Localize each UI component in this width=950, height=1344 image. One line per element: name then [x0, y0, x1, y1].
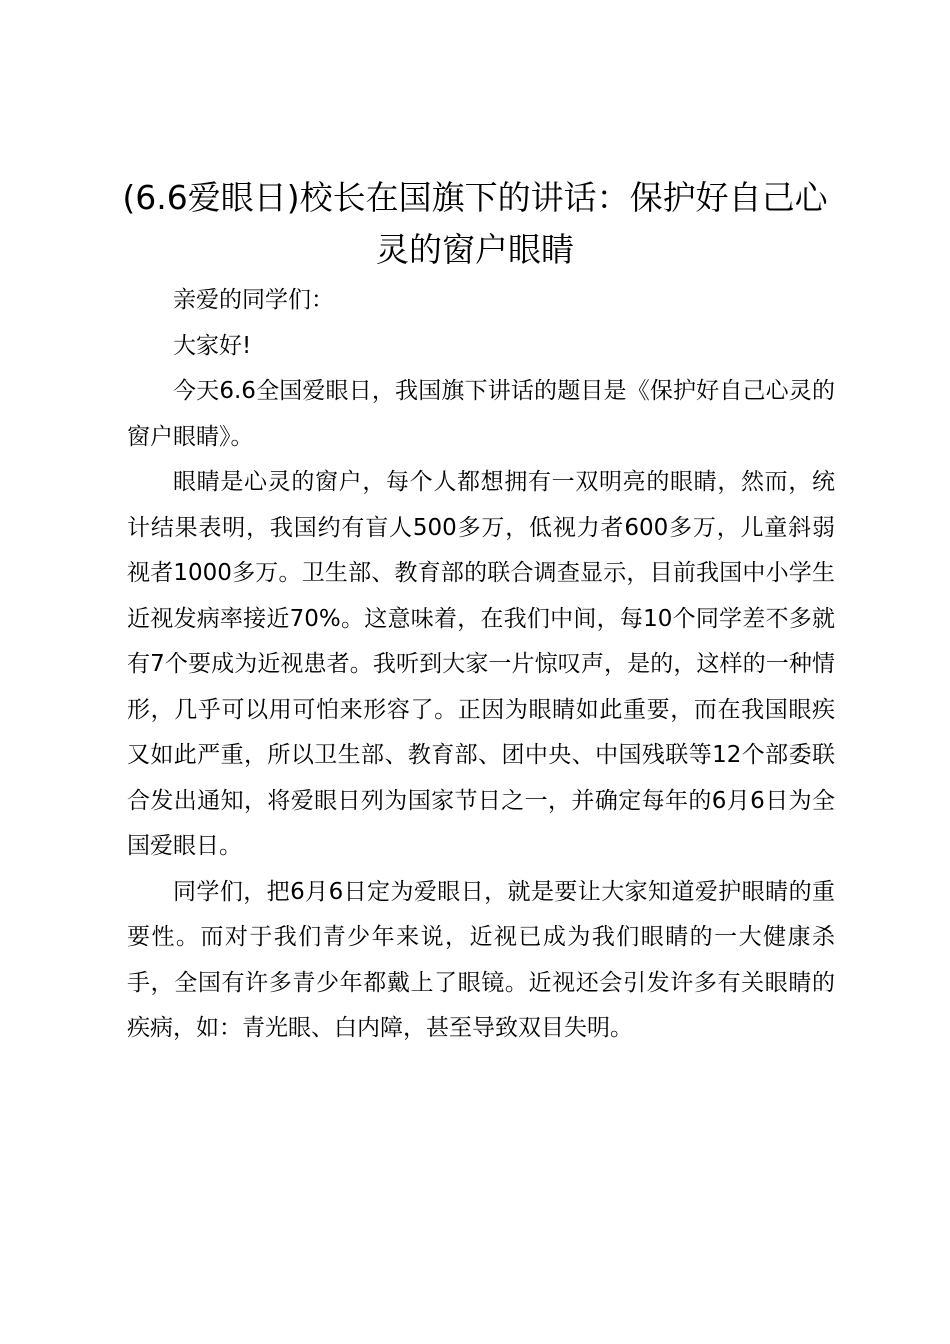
document-body: [127, 278, 835, 1052]
salutation-paragraph: 亲爱的同学们：: [173, 287, 334, 313]
intro-paragraph: 今天6.6全国爱眼日，我国旗下讲话的题目是《保护好自己心灵的窗户眼睛》。: [127, 378, 835, 450]
importance-paragraph: 同学们，把6月6日定为爱眼日，就是要让大家知道爱护眼睛的重要性。而对于我们青少年来说，近视已成为我们眼睛的一大健康杀手，全国有许多青少年都戴上了眼镜。近视还会引发许多有关眼睛的疾病，如：青光眼、白内障，甚至导致双目失明。: [127, 878, 835, 1041]
greeting-paragraph: 大家好!: [173, 332, 252, 359]
statistics-paragraph: 眼睛是心灵的窗户，每个人都想拥有一双明亮的眼睛，然而，统计结果表明，我国约有盲人500多万，低视力者600多万，儿童斜弱视者1000多万。卫生部、教育部的联合调查显示，目前我国中小学生近视发病率接近70%。这意味着，在我们中间，每10个同学差不多就有7个要成为近视患者。我听到大家一片惊叹声，是的，这样的一种情形，几乎可以用可怕来形容了。正因为眼睛如此重要，而在我国眼疾又如此严重，所以卫生部、教育部、团中央、中国残联等12个部委联合发出通知，将爱眼日列为国家节日之一，并确定每年的6月6日为全国爱眼日。: [127, 469, 835, 859]
document-title: (6.6爱眼日)校长在国旗下的讲话：保护好自己心灵的窗户眼睛: [122, 178, 828, 269]
